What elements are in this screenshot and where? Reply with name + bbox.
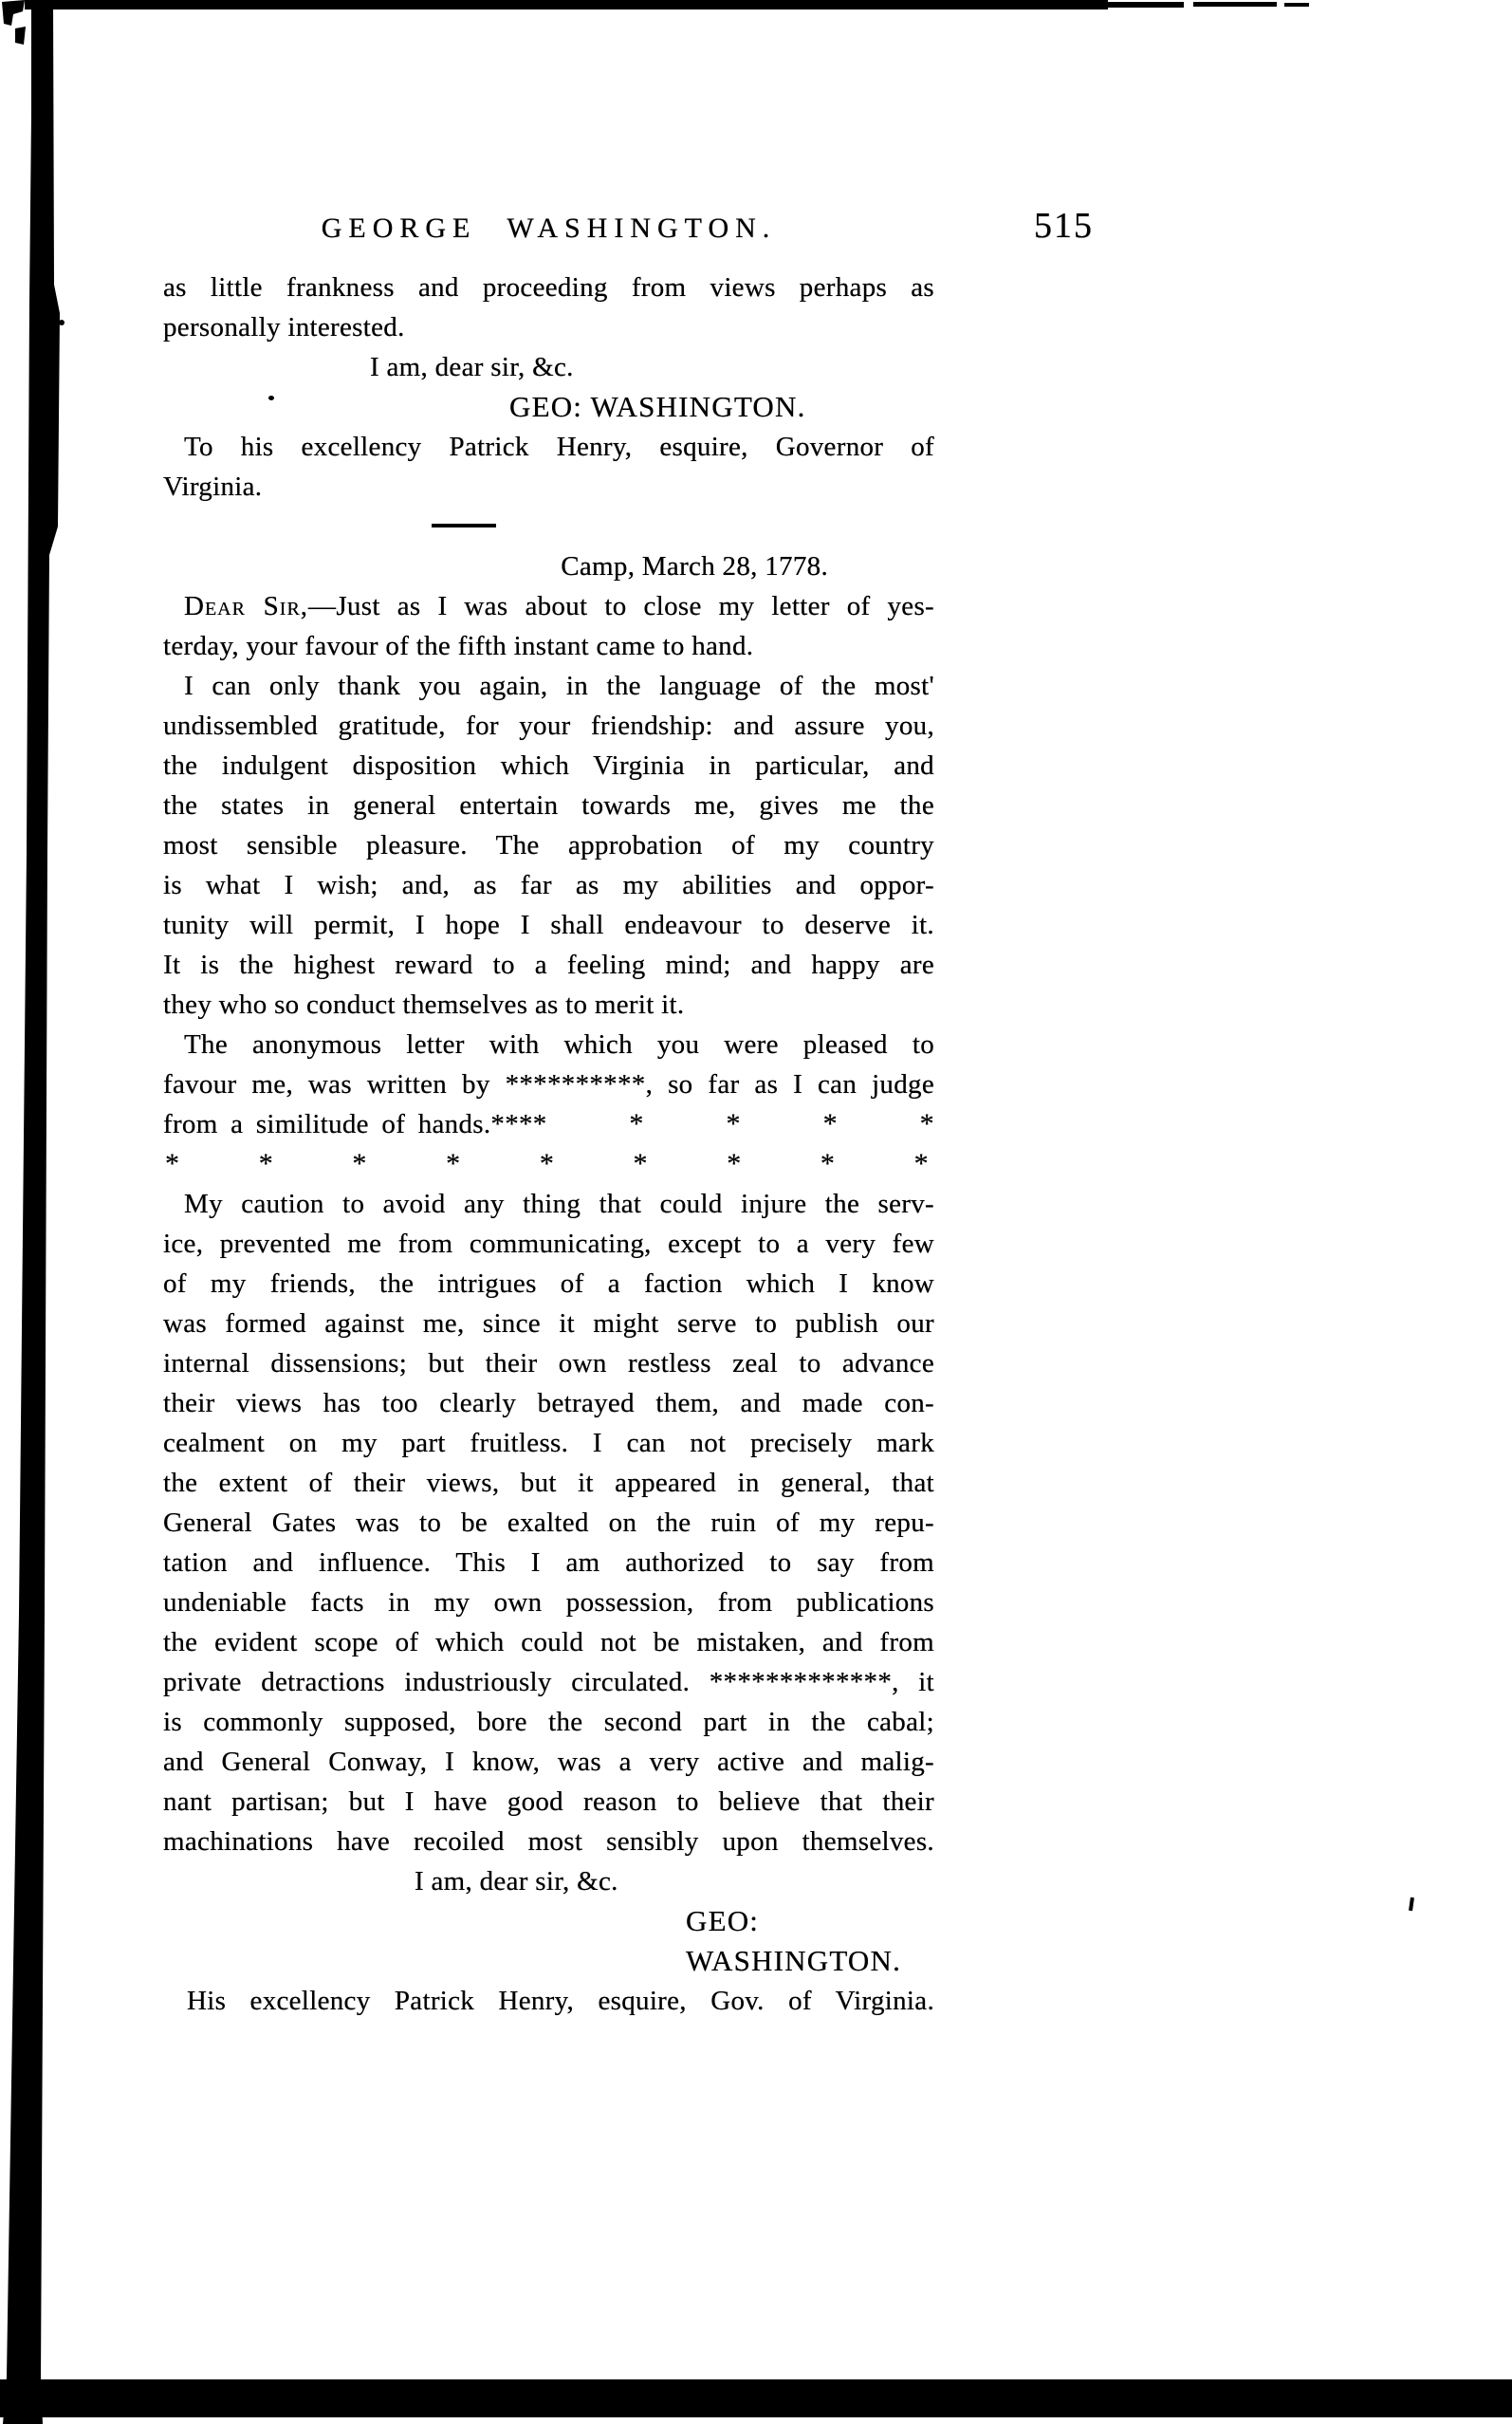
body-line: undissembled gratitude, for your friendship: and assure you, [163, 711, 934, 741]
address-line: Virginia. [163, 472, 263, 502]
asterisk: * [539, 1148, 555, 1179]
body-line: General Gates was to be exalted on the ruin of my repu- [163, 1508, 934, 1538]
asterisk: * [820, 1148, 836, 1179]
body-line: their views has too clearly betrayed them, and made con- [163, 1388, 934, 1418]
asterisk: * [919, 1108, 934, 1139]
body-line: nant partisan; but I have good reason to believe that their [163, 1786, 934, 1817]
body-line: cealment on my part fruitless. I can not precisely mark [163, 1428, 934, 1458]
body-line: I can only thank you again, in the language of the most' [184, 671, 934, 701]
body-line: It is the highest reward to a feeling mind; and happy are [163, 950, 934, 980]
body-line: most sensible pleasure. The approbation of my country [163, 830, 934, 860]
scan-edge-top-dash [1193, 2, 1277, 7]
body-line: machinations have recoiled most sensibly upon themselves. [163, 1826, 934, 1857]
asterisk: * [258, 1148, 274, 1179]
signature-line: GEO: WASHINGTON. [686, 1904, 902, 1977]
body-line: as little frankness and proceeding from views perhaps as [163, 272, 934, 303]
asterisk: * [633, 1148, 648, 1179]
address-line: To his excellency Patrick Henry, esquire, Governor of [184, 432, 934, 462]
scan-edge-bottom [0, 2379, 1512, 2417]
body-line: undeniable facts in my own possession, from publications [163, 1587, 934, 1618]
body-line: the extent of their views, but it appeared in general, that [163, 1468, 934, 1498]
body-line: was formed against me, since it might serve to publish our [163, 1308, 934, 1339]
letter-text-column [163, 268, 934, 2021]
scan-edge-top-dash [1284, 3, 1309, 7]
body-line: private detractions industriously circulated. *************, it [163, 1667, 934, 1697]
signature-line: GEO: WASHINGTON. [509, 390, 806, 423]
scan-gutter-left-stripe [0, 0, 76, 2424]
address-line: His excellency Patrick Henry, esquire, Gov. of Virginia. [187, 1986, 934, 2016]
body-line: of my friends, the intrigues of a faction which I know [163, 1268, 934, 1299]
body-line: My caution to avoid any thing that could injure the serv- [184, 1189, 934, 1219]
page-number: 515 [1034, 206, 1094, 246]
closing-line: I am, dear sir, &c. [370, 352, 574, 382]
redacted-text: from a similitude of hands.**** [163, 1109, 547, 1139]
body-line: The anonymous letter with which you were pleased to [184, 1029, 934, 1060]
body-line: is commonly supposed, bore the second part in the cabal; [163, 1707, 934, 1737]
body-line: is what I wish; and, as far as my abilities and oppor- [163, 870, 934, 900]
body-line: tation and influence. This I am authorized to say from [163, 1547, 934, 1578]
asterisk: * [913, 1148, 929, 1179]
asterisk-line [163, 1104, 934, 1144]
scan-edge-top-dash [1106, 2, 1184, 8]
body-line: and General Conway, I know, was a very active and malig- [163, 1747, 934, 1777]
asterisk: * [727, 1148, 742, 1179]
salutation-line: Dear Sir,—Just as I was about to close my letter of yes- [184, 591, 934, 621]
asterisk: * [726, 1108, 741, 1139]
scan-edge-top [25, 0, 1108, 9]
asterisk: * [629, 1108, 644, 1139]
asterisk: * [822, 1108, 838, 1139]
body-line: tunity will permit, I hope I shall endeavour to deserve it. [163, 910, 934, 940]
section-divider-rule [432, 524, 496, 527]
body-line: personally interested. [163, 312, 405, 342]
asterisk: * [446, 1148, 461, 1179]
asterisk-row [163, 1144, 934, 1184]
section-divider [163, 507, 934, 546]
body-line: favour me, was written by **********, so far as I can judge [163, 1069, 934, 1100]
body-line: the indulgent disposition which Virginia in particular, and [163, 750, 934, 781]
body-line: the evident scope of which could not be mistaken, and from [163, 1627, 934, 1657]
body-line: ice, prevented me from communicating, except to a very few [163, 1229, 934, 1259]
body-line: they who so conduct themselves as to merit it. [163, 990, 685, 1020]
asterisk: * [165, 1148, 180, 1179]
asterisk: * [352, 1148, 367, 1179]
body-line: terday, your favour of the fifth instant came to hand. [163, 631, 754, 661]
salutation-smallcaps: Dear Sir, [184, 591, 309, 621]
date-line: Camp, March 28, 1778. [561, 551, 828, 582]
body-line: the states in general entertain towards me, gives me the [163, 790, 934, 821]
running-header-title: GEORGE WASHINGTON. [321, 213, 777, 244]
closing-line: I am, dear sir, &c. [415, 1866, 618, 1897]
body-line: internal dissensions; but their own restless zeal to advance [163, 1348, 934, 1379]
scan-speck [1409, 1897, 1414, 1911]
